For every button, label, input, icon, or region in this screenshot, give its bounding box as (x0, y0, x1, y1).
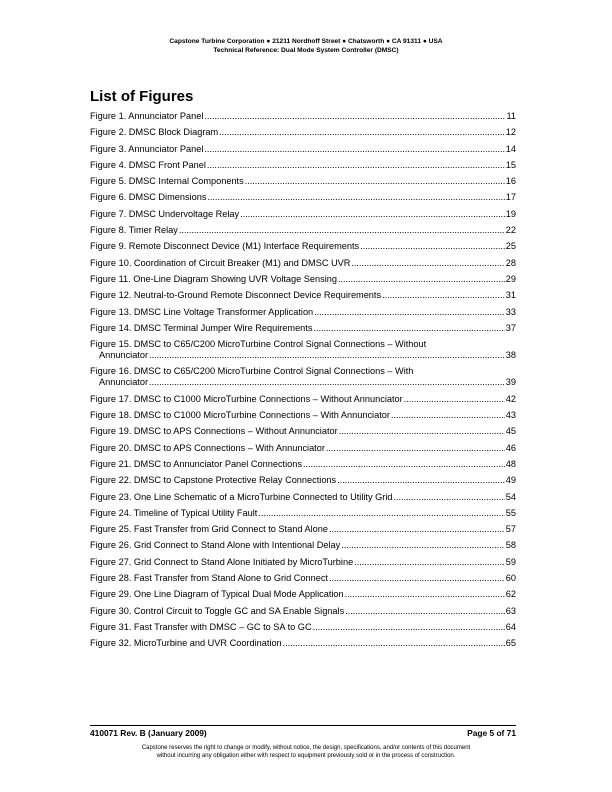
figure-entry[interactable] (90, 410, 516, 421)
figure-label: Figure 25. Fast Transfer from Grid Connect to Stand Alone (90, 524, 328, 535)
dot-leader (149, 350, 505, 361)
figure-entry[interactable] (90, 508, 516, 519)
figure-label-continuation: Annunciator (99, 377, 149, 388)
figure-entry[interactable] (90, 589, 516, 600)
figure-entry[interactable] (90, 557, 516, 568)
figure-label: Figure 12. Neutral-to-Ground Remote Disconnect Device Requirements (90, 290, 382, 301)
figure-entry[interactable] (90, 638, 516, 649)
dot-leader (204, 111, 505, 122)
figure-label-continuation: Annunciator (99, 350, 149, 361)
figure-entry[interactable] (90, 225, 516, 236)
figure-page-number: 22 (505, 225, 516, 236)
figure-page-number: 12 (505, 127, 516, 138)
figure-page-number: 28 (505, 257, 516, 268)
dot-leader (303, 459, 505, 470)
figure-page-number: 39 (505, 377, 516, 388)
dot-leader (204, 144, 504, 155)
dot-leader (207, 160, 505, 171)
figure-entry[interactable] (90, 426, 516, 437)
figure-entry[interactable] (90, 307, 516, 318)
figure-entry[interactable] (90, 209, 516, 220)
figure-page-number: 65 (505, 638, 516, 649)
figure-page-number: 57 (505, 524, 516, 535)
figure-page-number: 33 (505, 306, 516, 317)
figure-page-number: 45 (505, 426, 516, 437)
dot-leader (326, 443, 505, 454)
figure-label: Figure 5. DMSC Internal Components (90, 176, 244, 187)
dot-leader (393, 492, 504, 503)
figure-page-number: 19 (505, 208, 516, 219)
figure-label: Figure 16. DMSC to C65/C200 MicroTurbine Control Signal Connections – With (90, 366, 414, 377)
page-header (0, 37, 612, 55)
footer-page-number: Page 5 of 71 (467, 728, 516, 738)
figure-entry[interactable] (90, 160, 516, 171)
dot-leader (382, 290, 505, 301)
footer-divider (90, 725, 516, 726)
figure-page-number: 29 (505, 273, 516, 284)
dot-leader (245, 176, 505, 187)
figure-label: Figure 2. DMSC Block Diagram (90, 127, 219, 138)
figure-entry[interactable] (90, 459, 516, 470)
figure-label: Figure 6. DMSC Dimensions (90, 192, 207, 203)
figure-page-number: 11 (506, 111, 516, 121)
disclaimer-line-1: Capstone reserves the right to change or modify, without notice, the design, specifications, and/or contents of this document (141, 745, 471, 751)
figure-entry[interactable] (90, 524, 516, 535)
dot-leader (329, 524, 505, 535)
figure-entry[interactable] (90, 339, 516, 361)
dot-leader (339, 426, 505, 437)
figure-page-number: 64 (505, 621, 516, 632)
figure-page-number: 46 (505, 442, 516, 453)
figure-label: Figure 19. DMSC to APS Connections – Without Annunciator (90, 426, 338, 437)
footer-document-id: 410071 Rev. B (January 2009) (90, 728, 207, 738)
figure-entry[interactable] (90, 443, 516, 454)
figure-entry[interactable] (90, 606, 516, 617)
figure-entry[interactable] (90, 241, 516, 252)
figure-page-number: 15 (505, 159, 516, 170)
figure-label: Figure 10. Coordination of Circuit Breaker (M1) and DMSC UVR (90, 257, 351, 268)
figure-entry[interactable] (90, 540, 516, 551)
figure-entry[interactable] (90, 274, 516, 285)
figure-list (90, 111, 516, 655)
dot-leader (219, 127, 505, 138)
figure-entry[interactable] (90, 192, 516, 203)
dot-leader (313, 622, 505, 633)
figure-page-number: 55 (505, 507, 516, 518)
figure-page-number: 14 (505, 143, 516, 154)
figure-entry[interactable] (90, 176, 516, 187)
dot-leader (354, 557, 505, 568)
figure-label: Figure 23. One Line Schematic of a MicroTurbine Connected to Utility Grid (90, 491, 393, 502)
figure-page-number: 38 (505, 350, 516, 361)
figure-entry[interactable] (90, 475, 516, 486)
figure-label: Figure 27. Grid Connect to Stand Alone Initiated by MicroTurbine (90, 556, 354, 567)
figure-label: Figure 30. Control Circuit to Toggle GC and SA Enable Signals (90, 605, 345, 616)
figure-entry[interactable] (90, 492, 516, 503)
figure-entry[interactable] (90, 622, 516, 633)
figure-page-number: 17 (505, 192, 516, 203)
figure-page-number: 60 (505, 573, 516, 584)
figure-page-number: 48 (505, 458, 516, 469)
figure-entry[interactable] (90, 290, 516, 301)
figure-page-number: 16 (505, 176, 516, 187)
figure-entry[interactable] (90, 111, 516, 122)
dot-leader (314, 307, 505, 318)
header-company-line: Capstone Turbine Corporation ● 21211 Nordhoff Street ● Chatsworth ● CA 91311 ● USA (169, 38, 443, 45)
footer-disclaimer (90, 744, 522, 760)
dot-leader (179, 225, 505, 236)
figure-page-number: 25 (505, 241, 516, 252)
figure-label: Figure 1. Annunciator Panel (90, 111, 204, 121)
dot-leader (404, 394, 505, 405)
figure-label: Figure 3. Annunciator Panel (90, 143, 204, 154)
figure-page-number: 31 (505, 290, 516, 301)
figure-page-number: 63 (505, 605, 516, 616)
figure-entry[interactable] (90, 394, 516, 405)
figure-label: Figure 17. DMSC to C1000 MicroTurbine Connections – Without Annunciator (90, 393, 403, 404)
figure-page-number: 62 (505, 589, 516, 600)
figure-label: Figure 24. Timeline of Typical Utility Fault (90, 507, 258, 518)
figure-label: Figure 4. DMSC Front Panel (90, 159, 206, 170)
figure-label: Figure 15. DMSC to C65/C200 MicroTurbine Control Signal Connections – Without (90, 339, 427, 350)
header-document-title: Technical Reference: Dual Mode System Controller (DMSC) (213, 47, 399, 54)
figure-entry[interactable] (90, 573, 516, 584)
dot-leader (149, 377, 505, 388)
dot-leader (351, 258, 504, 269)
dot-leader (338, 274, 505, 285)
figure-label: Figure 7. DMSC Undervoltage Relay (90, 208, 240, 219)
figure-entry[interactable] (90, 323, 516, 334)
figure-label: Figure 18. DMSC to C1000 MicroTurbine Connections – With Annunciator (90, 410, 390, 421)
dot-leader (258, 508, 504, 519)
figure-entry[interactable] (90, 258, 516, 269)
dot-leader (283, 638, 505, 649)
figure-page-number: 37 (505, 322, 516, 333)
figure-label: Figure 11. One-Line Diagram Showing UVR Voltage Sensing (90, 273, 338, 284)
figure-page-number: 43 (505, 410, 516, 421)
figure-label: Figure 9. Remote Disconnect Device (M1) Interface Requirements (90, 241, 360, 252)
figure-label: Figure 21. DMSC to Annunciator Panel Connections (90, 458, 302, 469)
figure-page-number: 58 (505, 540, 516, 551)
figure-label: Figure 32. MicroTurbine and UVR Coordination (90, 638, 282, 649)
figure-label: Figure 26. Grid Connect to Stand Alone with Intentional Delay (90, 540, 341, 551)
figure-label: Figure 20. DMSC to APS Connections – With Annunciator (90, 442, 325, 453)
figure-entry[interactable] (90, 127, 516, 138)
figure-page-number: 54 (505, 491, 516, 502)
dot-leader (240, 209, 505, 220)
dot-leader (391, 410, 505, 421)
dot-leader (337, 475, 505, 486)
figure-label: Figure 13. DMSC Line Voltage Transformer Application (90, 306, 314, 317)
figure-label: Figure 28. Fast Transfer from Stand Alone to Grid Connect (90, 573, 328, 584)
figure-page-number: 49 (505, 475, 516, 486)
figure-label: Figure 8. Timer Relay (90, 225, 178, 236)
figure-entry[interactable] (90, 366, 516, 388)
figure-label: Figure 29. One Line Diagram of Typical Dual Mode Application (90, 589, 344, 600)
figure-label: Figure 31. Fast Transfer with DMSC – GC to SA to GC (90, 621, 312, 632)
dot-leader (341, 540, 505, 551)
disclaimer-line-2: without incurring any obligation either with respect to equipment previously sold or in the process of construction. (156, 753, 456, 759)
figure-entry[interactable] (90, 144, 516, 155)
figure-page-number: 42 (505, 393, 516, 404)
figure-label: Figure 22. DMSC to Capstone Protective Relay Connections (90, 475, 337, 486)
dot-leader (360, 241, 505, 252)
dot-leader (345, 589, 505, 600)
page-title: List of Figures (90, 88, 194, 105)
dot-leader (207, 192, 504, 203)
figure-page-number: 59 (505, 556, 516, 567)
dot-leader (329, 573, 505, 584)
figure-label: Figure 14. DMSC Terminal Jumper Wire Requirements (90, 322, 313, 333)
dot-leader (313, 323, 504, 334)
dot-leader (345, 606, 505, 617)
